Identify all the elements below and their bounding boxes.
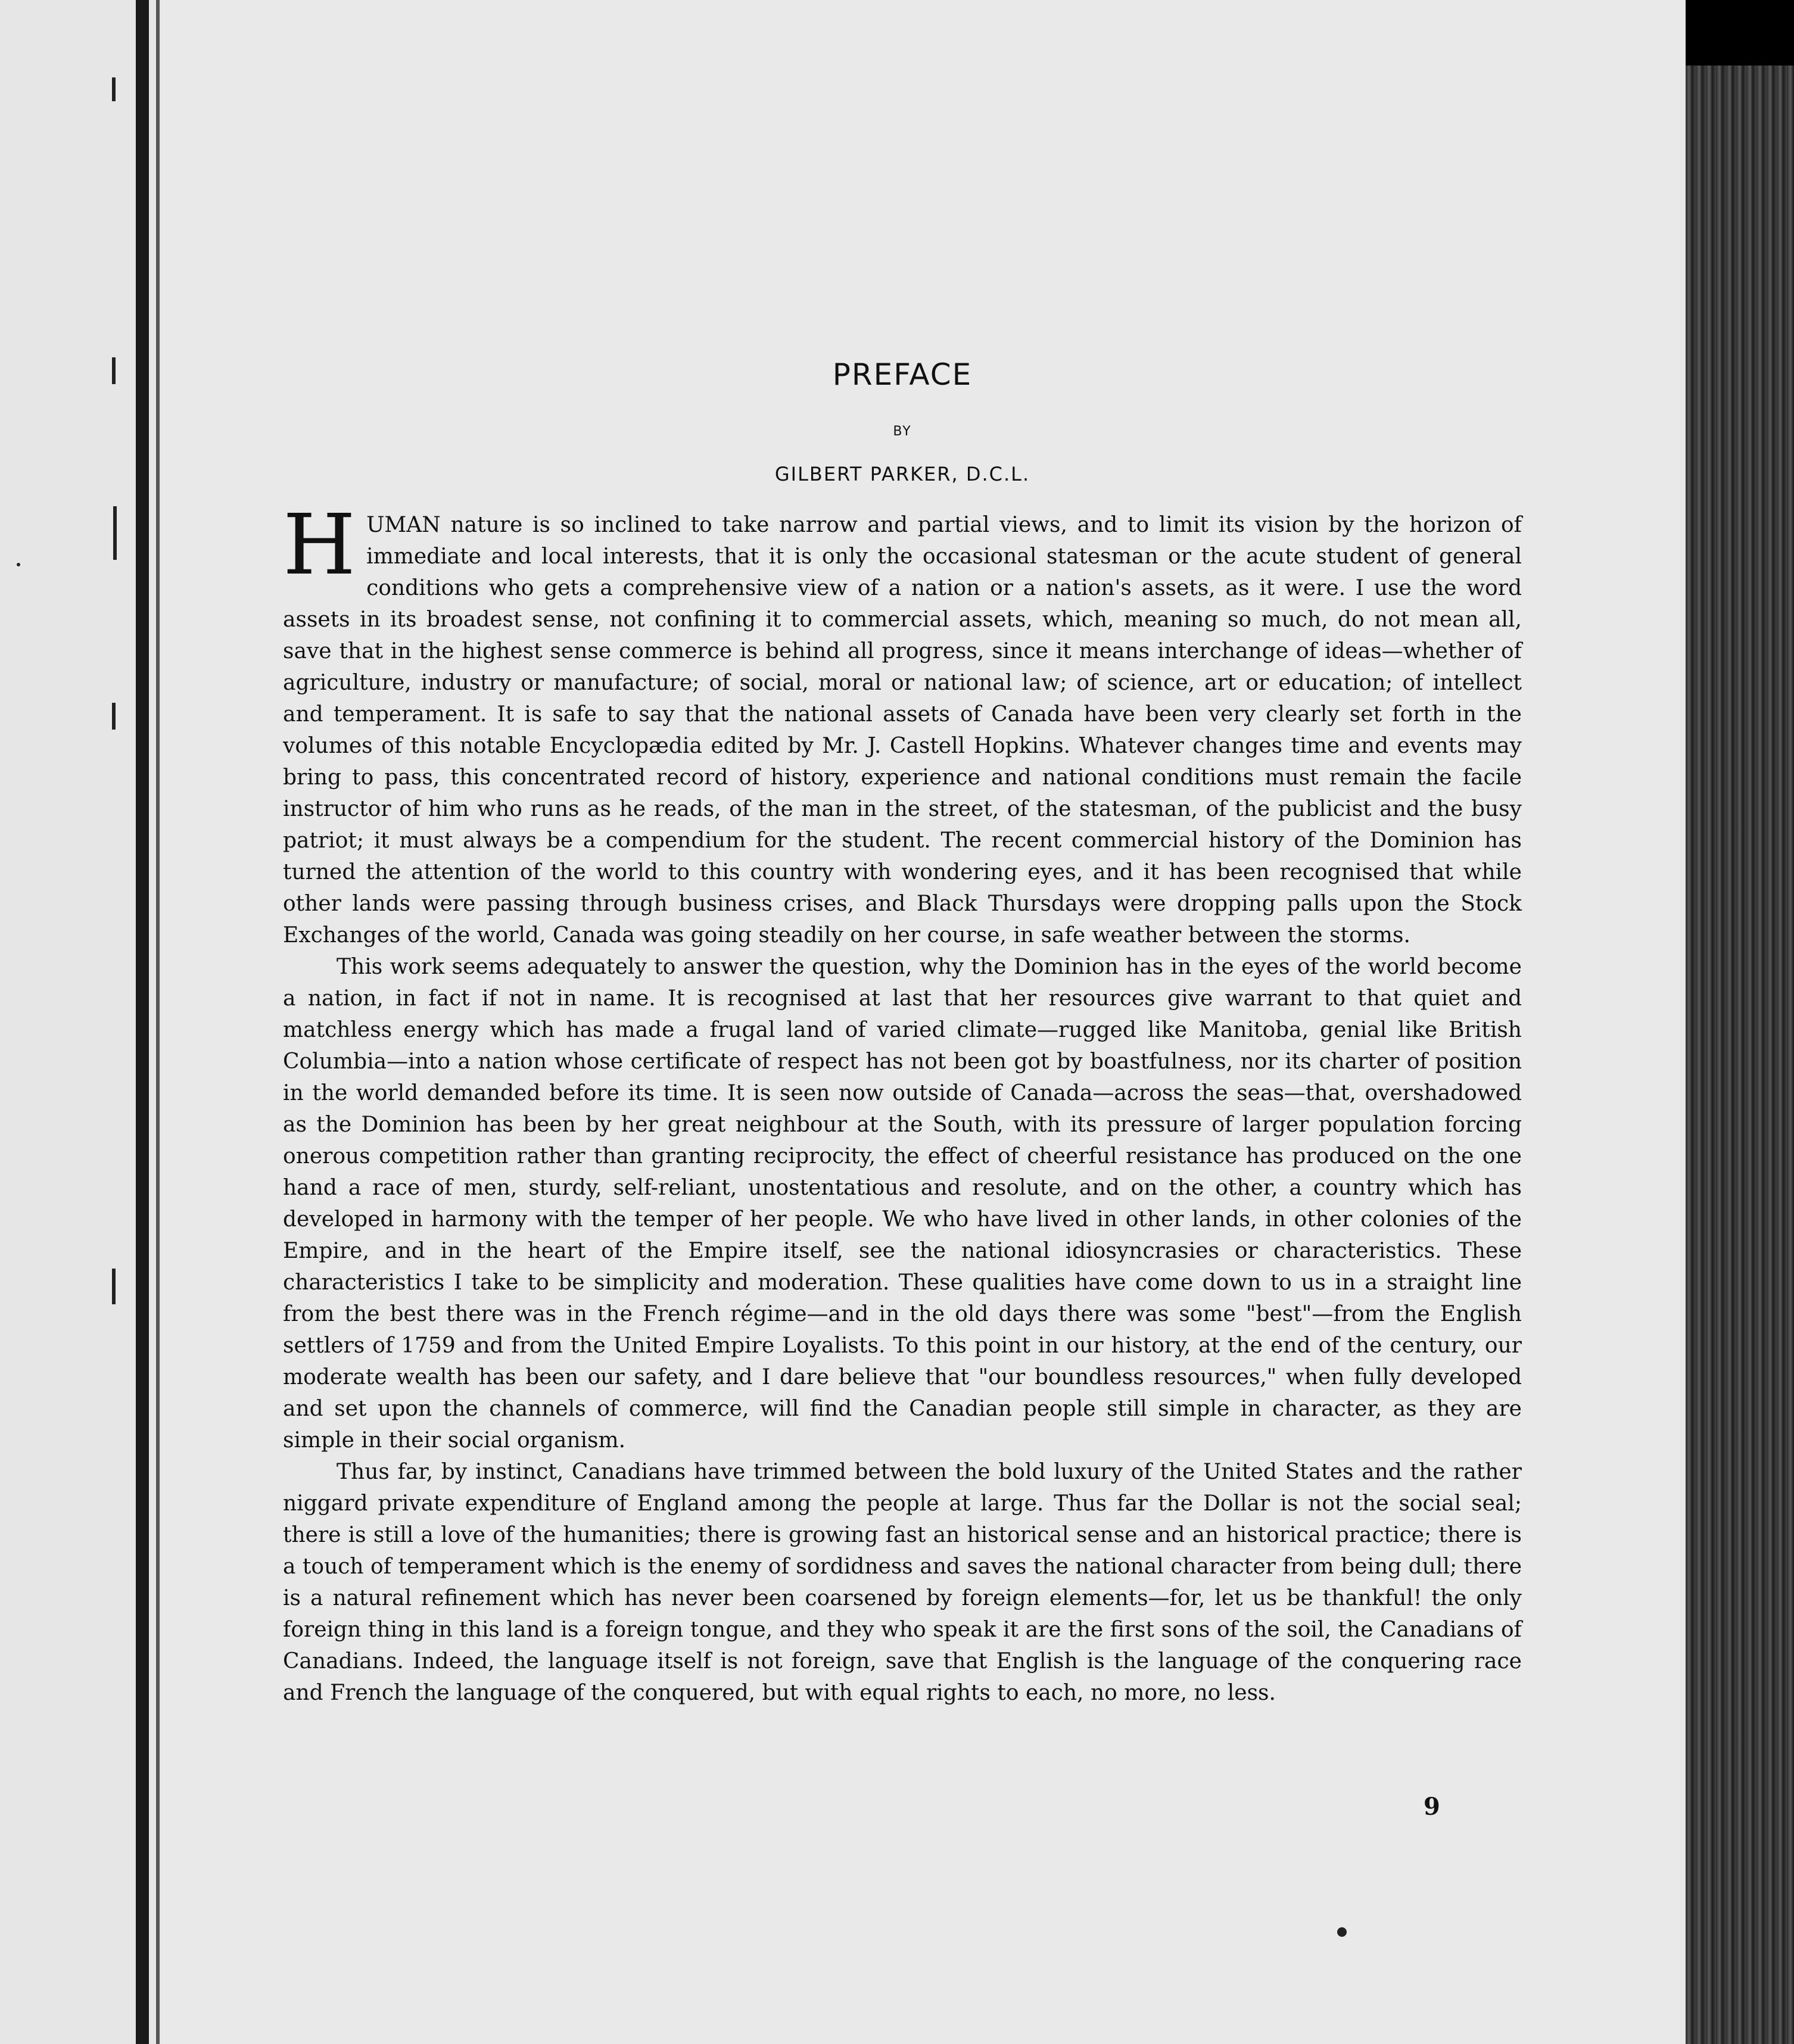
spine-mark xyxy=(112,1269,116,1304)
page-title: PREFACE xyxy=(832,357,973,392)
byline-by: BY xyxy=(893,424,912,439)
page-content xyxy=(283,357,1522,1709)
spine-mark xyxy=(112,357,116,384)
author-name: GILBERT PARKER, D.C.L. xyxy=(774,463,1030,485)
spine-mark xyxy=(113,506,117,560)
book-spine-shadow xyxy=(136,0,149,2044)
paragraph-1-text: UMAN nature is so inclined to take narrow and partial views, and to limit its vision by the horizon of immediate and local interests, that it is only the occasional statesman or the acute student of general conditions who gets a comprehensive view of a nation or a nation's assets, as it were. I use the word assets in its broadest sense, not confining it to commercial assets, which, meaning so much, do not mean all, save that in the highest sense commerce is behind all progress, since it means interchange of ideas—whether of agriculture, industry or manufacture; of social, moral or national law; of science, art or education; of intellect and temperament. It is safe to say that the national assets of Canada have been very clearly set forth in the volumes of this notable Encyclopædia edited by Mr. J. Castell Hopkins. Whatever changes time and events may bring to pass, this concentrated record of history, experience and national conditions must remain the facile instructor of him who runs as he reads, of the man in the street, of the statesman, of the publicist and the busy patriot; it must always be a compendium for the student. The recent commercial history of the Dominion has turned the attention of the world to this country with wondering eyes, and it has been recognised that while other lands were passing through business crises, and Black Thursdays were dropping palls upon the Stock Exchanges of the world, Canada was going steadily on her course, in safe weather between the storms. xyxy=(283,513,1522,948)
spine-mark xyxy=(112,703,116,730)
scan-speck xyxy=(1337,1927,1347,1937)
scan-speck xyxy=(17,563,20,566)
paragraph-3: Thus far, by instinct, Canadians have trimmed between the bold luxury of the United States and the rather niggard private expenditure of England among the people at large. Thus far the Dollar is not the social seal; there is still a love of the humanities; there is growing fast an historical sense and an historical practice; there is a touch of temperament which is the enemy of sordidness and saves the national character from being dull; there is a natural refinement which has never been coarsened by foreign elements—for, let us be thankful! the only foreign thing in this land is a foreign tongue, and they who speak it are the first sons of the soil, the Canadians of Canadians. Indeed, the language itself is not foreign, save that English is the language of the conquering race and French the language of the conquered, but with equal rights to each, no more, no less. xyxy=(283,1460,1522,1705)
page-edge-top xyxy=(1686,0,1794,66)
paragraph-1 xyxy=(283,497,1522,951)
spine-mark xyxy=(112,77,116,101)
drop-cap: H xyxy=(283,497,356,594)
page-stack-edge xyxy=(1686,66,1794,2044)
page-number: 9 xyxy=(1424,1793,1440,1821)
book-spine-shadow-inner xyxy=(156,0,160,2044)
paragraph-2: This work seems adequately to answer the question, why the Dominion has in the eyes of the world become a nation, in fact if not in name. It is recognised at last that her resources give warrant to that quiet and matchless energy which has made a frugal land of varied climate—rugged like Manitoba, genial like British Columbia—into a nation whose certificate of respect has not been got by boastfulness, nor its charter of position in the world demanded before its time. It is seen now outside of Canada—across the seas—that, overshadowed as the Dominion has been by her great neighbour at the South, with its pressure of larger population forcing onerous competition rather than granting reciprocity, the effect of cheerful resistance has produced on the one hand a race of men, sturdy, self-reliant, unostentatious and resolute, and on the other, a country which has developed in harmony with the temper of her people. We who have lived in other lands, in other colonies of the Empire, and in the heart of the Empire itself, see the national idiosyncrasies or characteristics. These characteristics I take to be simplicity and moderation. These qualities have come down to us in a straight line from the best there was in the French régime—and in the old days there was some "best"—from the English settlers of 1759 and from the United Empire Loyalists. To this point in our history, at the end of the century, our moderate wealth has been our safety, and I dare believe that "our boundless resources," when fully developed and set upon the channels of commerce, will find the Canadian people still simple in character, as they are simple in their social organism. xyxy=(283,955,1522,1453)
